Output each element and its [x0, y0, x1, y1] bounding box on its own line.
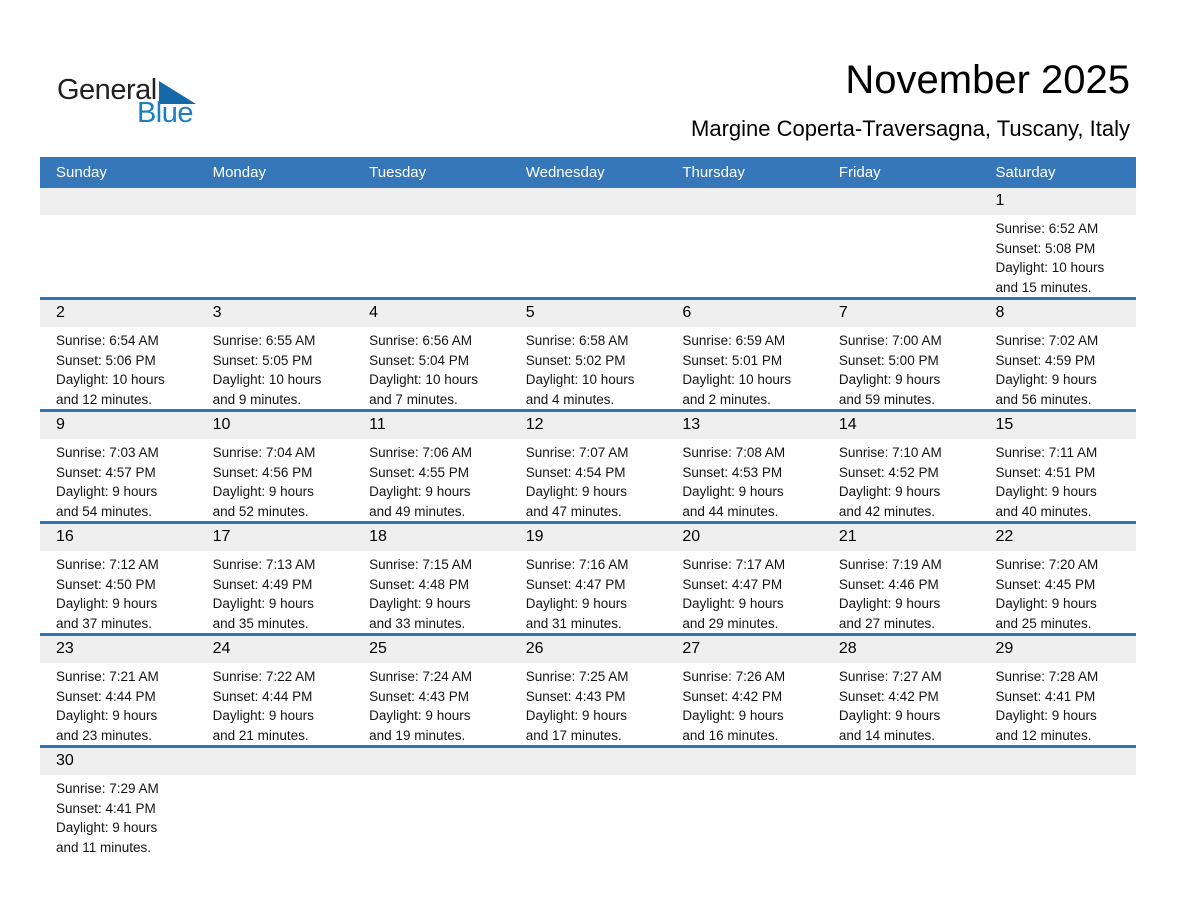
daylight-text-line1: Daylight: 10 hours	[682, 372, 792, 387]
day-number: 8	[995, 304, 1005, 321]
day-number-band	[666, 300, 823, 327]
daylight-text-line2: and 47 minutes.	[525, 503, 622, 519]
sunset-text: Sunset: 4:51 PM	[995, 464, 1096, 480]
sunrise-text: Sunrise: 7:13 AM	[212, 557, 316, 572]
sunrise-text: Sunrise: 6:52 AM	[995, 221, 1099, 236]
day-number-band	[40, 636, 197, 663]
sunrise-text: Sunrise: 7:29 AM	[56, 781, 159, 796]
day-details	[979, 663, 1136, 745]
day-number-band	[510, 636, 667, 663]
sunrise-text: Sunrise: 6:56 AM	[369, 333, 472, 348]
sunset-text: Sunset: 4:59 PM	[995, 352, 1096, 368]
day-details	[197, 327, 354, 409]
weekday-header-friday: Friday	[838, 164, 881, 181]
day-details	[40, 775, 197, 857]
empty-day-cell	[40, 188, 197, 297]
day-cell-3	[197, 300, 354, 409]
day-details	[823, 327, 980, 409]
sunset-text: Sunset: 4:47 PM	[525, 576, 626, 592]
day-number-band	[353, 524, 510, 551]
daylight-text-line2: and 40 minutes.	[995, 503, 1092, 519]
sunset-text: Sunset: 4:47 PM	[682, 576, 783, 592]
daylight-text-line2: and 44 minutes.	[682, 503, 779, 519]
day-number: 1	[995, 192, 1005, 209]
daylight-text-line2: and 9 minutes.	[212, 391, 302, 407]
sunset-text: Sunset: 4:52 PM	[838, 464, 939, 480]
daylight-text-line1: Daylight: 9 hours	[525, 708, 628, 723]
sunset-text: Sunset: 4:49 PM	[212, 576, 313, 592]
empty-day-cell	[510, 748, 667, 857]
day-details	[666, 439, 823, 521]
sunset-text: Sunset: 5:02 PM	[525, 352, 626, 368]
sunset-text: Sunset: 4:43 PM	[369, 688, 469, 704]
daylight-text-line2: and 15 minutes.	[995, 279, 1092, 295]
sunrise-text: Sunrise: 7:25 AM	[525, 669, 629, 684]
calendar-weeks	[40, 188, 1136, 857]
day-number: 25	[369, 640, 387, 657]
day-number-band	[353, 412, 510, 439]
day-cell-8	[979, 300, 1136, 409]
daylight-text-line1: Daylight: 9 hours	[56, 484, 158, 499]
sunset-text: Sunset: 4:48 PM	[369, 576, 469, 592]
day-number-band	[40, 412, 197, 439]
sunset-text: Sunset: 4:46 PM	[838, 576, 939, 592]
day-number-band	[353, 636, 510, 663]
day-number: 11	[369, 416, 386, 433]
day-cell-13	[666, 412, 823, 521]
daylight-text-line2: and 29 minutes.	[682, 615, 779, 631]
day-number-band	[823, 748, 980, 775]
day-number: 30	[56, 752, 74, 769]
daylight-text-line1: Daylight: 9 hours	[682, 484, 784, 499]
sunrise-text: Sunrise: 7:02 AM	[995, 333, 1099, 348]
sunset-text: Sunset: 5:01 PM	[682, 352, 783, 368]
daylight-text-line1: Daylight: 9 hours	[682, 596, 784, 611]
daylight-text-line1: Daylight: 10 hours	[995, 260, 1105, 275]
day-details	[510, 327, 667, 409]
sunrise-text: Sunrise: 6:55 AM	[212, 333, 316, 348]
day-cell-18	[353, 524, 510, 633]
day-details	[979, 215, 1136, 297]
weekday-header-thursday: Thursday	[682, 164, 745, 181]
daylight-text-line2: and 56 minutes.	[995, 391, 1092, 407]
day-number-band	[666, 748, 823, 775]
weekday-header-wednesday: Wednesday	[525, 164, 605, 181]
sunrise-text: Sunrise: 7:22 AM	[212, 669, 316, 684]
day-cell-4	[353, 300, 510, 409]
sunset-text: Sunset: 4:57 PM	[56, 464, 156, 480]
day-number-band	[823, 636, 980, 663]
daylight-text-line1: Daylight: 9 hours	[838, 484, 941, 499]
sunrise-text: Sunrise: 7:21 AM	[56, 669, 159, 684]
day-number: 2	[56, 304, 65, 321]
daylight-text-line1: Daylight: 9 hours	[369, 484, 471, 499]
daylight-text-line2: and 12 minutes.	[56, 391, 153, 407]
day-details	[510, 551, 667, 633]
sunset-text: Sunset: 4:56 PM	[212, 464, 313, 480]
daylight-text-line2: and 7 minutes.	[369, 391, 458, 407]
day-number: 6	[682, 304, 692, 321]
sunrise-text: Sunrise: 7:11 AM	[995, 445, 1098, 460]
daylight-text-line1: Daylight: 9 hours	[995, 372, 1097, 387]
day-number: 26	[525, 640, 544, 657]
day-cell-7	[823, 300, 980, 409]
sunset-text: Sunset: 4:42 PM	[838, 688, 939, 704]
daylight-text-line2: and 33 minutes.	[369, 615, 466, 631]
daylight-text-line2: and 49 minutes.	[369, 503, 466, 519]
sunset-text: Sunset: 4:53 PM	[682, 464, 783, 480]
daylight-text-line2: and 23 minutes.	[56, 727, 153, 743]
day-number-band	[979, 748, 1136, 775]
daylight-text-line1: Daylight: 9 hours	[369, 596, 471, 611]
daylight-text-line2: and 37 minutes.	[56, 615, 153, 631]
day-details	[510, 439, 667, 521]
day-details	[666, 663, 823, 745]
sunset-text: Sunset: 5:08 PM	[995, 240, 1096, 256]
day-number: 15	[995, 416, 1014, 433]
day-number-band	[197, 636, 354, 663]
sunset-text: Sunset: 4:41 PM	[995, 688, 1096, 704]
sunrise-text: Sunrise: 7:15 AM	[369, 557, 472, 572]
day-cell-2	[40, 300, 197, 409]
sunrise-text: Sunrise: 6:54 AM	[56, 333, 159, 348]
day-number-band	[979, 188, 1136, 215]
day-details	[353, 327, 510, 409]
empty-day-cell	[197, 188, 354, 297]
empty-day-cell	[666, 188, 823, 297]
day-number: 22	[995, 528, 1014, 545]
day-cell-19	[510, 524, 667, 633]
day-number: 28	[838, 640, 857, 657]
day-number-band	[197, 300, 354, 327]
day-number: 5	[525, 304, 535, 321]
daylight-text-line2: and 14 minutes.	[838, 727, 935, 743]
page-subtitle: Margine Coperta-Traversagna, Tuscany, Italy	[691, 116, 1130, 141]
weekday-header-sunday: Sunday	[56, 164, 107, 181]
daylight-text-line1: Daylight: 9 hours	[212, 708, 314, 723]
daylight-text-line1: Daylight: 9 hours	[212, 596, 314, 611]
empty-day-cell	[353, 188, 510, 297]
day-number-band	[353, 300, 510, 327]
day-number-band	[40, 524, 197, 551]
day-number: 9	[56, 416, 65, 433]
sunset-text: Sunset: 4:43 PM	[525, 688, 626, 704]
day-number: 14	[838, 416, 857, 433]
daylight-text-line2: and 25 minutes.	[995, 615, 1092, 631]
calendar-week-row	[40, 188, 1136, 297]
day-number: 13	[682, 416, 701, 433]
day-number: 12	[525, 416, 544, 433]
day-number: 20	[682, 528, 701, 545]
sunrise-text: Sunrise: 7:08 AM	[682, 445, 786, 460]
day-number: 23	[56, 640, 74, 657]
day-number-band	[666, 636, 823, 663]
day-number-band	[353, 188, 510, 215]
day-details	[40, 663, 197, 745]
day-cell-25	[353, 636, 510, 745]
page-title: November 2025	[845, 58, 1130, 102]
sunrise-text: Sunrise: 7:03 AM	[56, 445, 159, 460]
day-number: 24	[212, 640, 231, 657]
day-details	[979, 327, 1136, 409]
sunset-text: Sunset: 4:42 PM	[682, 688, 783, 704]
daylight-text-line1: Daylight: 9 hours	[56, 708, 158, 723]
day-number: 16	[56, 528, 74, 545]
daylight-text-line2: and 42 minutes.	[838, 503, 935, 519]
day-cell-16	[40, 524, 197, 633]
day-number-band	[823, 300, 980, 327]
sunrise-text: Sunrise: 7:16 AM	[525, 557, 629, 572]
empty-day-cell	[197, 748, 354, 857]
day-details	[979, 551, 1136, 633]
weekday-header-tuesday: Tuesday	[369, 164, 427, 181]
daylight-text-line2: and 31 minutes.	[525, 615, 622, 631]
empty-day-cell	[666, 748, 823, 857]
daylight-text-line2: and 59 minutes.	[838, 391, 935, 407]
day-cell-6	[666, 300, 823, 409]
daylight-text-line2: and 52 minutes.	[212, 503, 309, 519]
daylight-text-line2: and 17 minutes.	[525, 727, 622, 743]
calendar-week-row	[40, 745, 1136, 857]
empty-day-cell	[510, 188, 667, 297]
day-number-band	[353, 748, 510, 775]
day-number: 27	[682, 640, 701, 657]
weekday-header-saturday: Saturday	[995, 164, 1056, 181]
day-details	[353, 551, 510, 633]
calendar-table	[40, 157, 1136, 857]
day-details	[197, 663, 354, 745]
daylight-text-line2: and 54 minutes.	[56, 503, 153, 519]
day-details	[197, 551, 354, 633]
day-number-band	[510, 748, 667, 775]
empty-day-cell	[823, 748, 980, 857]
day-number-band	[510, 300, 667, 327]
daylight-text-line2: and 16 minutes.	[682, 727, 779, 743]
day-details	[510, 663, 667, 745]
daylight-text-line2: and 12 minutes.	[995, 727, 1092, 743]
day-cell-26	[510, 636, 667, 745]
sunrise-text: Sunrise: 7:19 AM	[838, 557, 942, 572]
day-number-band	[197, 748, 354, 775]
day-number: 3	[212, 304, 222, 321]
sunrise-text: Sunrise: 7:04 AM	[212, 445, 316, 460]
daylight-text-line1: Daylight: 9 hours	[838, 708, 941, 723]
daylight-text-line1: Daylight: 10 hours	[525, 372, 635, 387]
day-number-band	[510, 412, 667, 439]
daylight-text-line1: Daylight: 9 hours	[56, 820, 158, 835]
day-details	[197, 439, 354, 521]
daylight-text-line1: Daylight: 10 hours	[56, 372, 165, 387]
empty-day-cell	[823, 188, 980, 297]
day-cell-1	[979, 188, 1136, 297]
day-number-band	[979, 300, 1136, 327]
day-number-band	[823, 412, 980, 439]
day-cell-5	[510, 300, 667, 409]
weekday-header-monday: Monday	[212, 164, 266, 181]
day-details	[979, 439, 1136, 521]
day-details	[666, 551, 823, 633]
day-number-band	[197, 524, 354, 551]
day-details	[353, 439, 510, 521]
day-number-band	[510, 188, 667, 215]
day-number: 21	[838, 528, 857, 545]
day-number-band	[823, 524, 980, 551]
empty-day-cell	[979, 748, 1136, 857]
sunset-text: Sunset: 4:45 PM	[995, 576, 1096, 592]
day-details	[823, 663, 980, 745]
day-number-band	[40, 748, 197, 775]
day-details	[353, 663, 510, 745]
daylight-text-line1: Daylight: 9 hours	[212, 484, 314, 499]
day-details	[823, 439, 980, 521]
daylight-text-line2: and 11 minutes.	[56, 839, 152, 855]
daylight-text-line1: Daylight: 10 hours	[212, 372, 322, 387]
sunrise-text: Sunrise: 7:12 AM	[56, 557, 159, 572]
day-cell-15	[979, 412, 1136, 521]
daylight-text-line2: and 21 minutes.	[212, 727, 309, 743]
daylight-text-line1: Daylight: 9 hours	[525, 596, 628, 611]
sunset-text: Sunset: 4:54 PM	[525, 464, 626, 480]
day-details	[40, 439, 197, 521]
day-number: 19	[525, 528, 544, 545]
day-cell-27	[666, 636, 823, 745]
sunrise-text: Sunrise: 7:27 AM	[838, 669, 942, 684]
sunrise-text: Sunrise: 7:06 AM	[369, 445, 472, 460]
sunrise-text: Sunrise: 7:24 AM	[369, 669, 472, 684]
sunset-text: Sunset: 5:04 PM	[369, 352, 469, 368]
logo-text-blue: Blue	[136, 97, 193, 129]
daylight-text-line2: and 4 minutes.	[525, 391, 615, 407]
calendar-week-row	[40, 297, 1136, 409]
calendar-week-row	[40, 633, 1136, 745]
day-cell-20	[666, 524, 823, 633]
day-cell-10	[197, 412, 354, 521]
daylight-text-line1: Daylight: 9 hours	[838, 372, 941, 387]
day-number: 7	[838, 304, 848, 321]
day-details	[666, 327, 823, 409]
day-cell-30	[40, 748, 197, 857]
daylight-text-line2: and 35 minutes.	[212, 615, 309, 631]
day-number: 10	[212, 416, 231, 433]
daylight-text-line2: and 27 minutes.	[838, 615, 935, 631]
calendar-week-row	[40, 521, 1136, 633]
daylight-text-line1: Daylight: 9 hours	[995, 708, 1097, 723]
day-number: 4	[369, 304, 379, 321]
day-cell-24	[197, 636, 354, 745]
sunrise-text: Sunrise: 7:26 AM	[682, 669, 786, 684]
day-details	[40, 327, 197, 409]
sunrise-text: Sunrise: 7:07 AM	[525, 445, 629, 460]
daylight-text-line1: Daylight: 9 hours	[838, 596, 941, 611]
day-number-band	[40, 300, 197, 327]
sunrise-text: Sunrise: 6:58 AM	[525, 333, 629, 348]
daylight-text-line2: and 2 minutes.	[682, 391, 771, 407]
general-blue-logo	[57, 76, 195, 128]
day-number-band	[666, 188, 823, 215]
calendar-week-row	[40, 409, 1136, 521]
sunset-text: Sunset: 5:00 PM	[838, 352, 939, 368]
day-number: 17	[212, 528, 231, 545]
sunset-text: Sunset: 5:05 PM	[212, 352, 313, 368]
day-number-band	[666, 412, 823, 439]
sunset-text: Sunset: 4:41 PM	[56, 800, 156, 816]
day-number-band	[510, 524, 667, 551]
sunset-text: Sunset: 4:55 PM	[369, 464, 469, 480]
day-cell-23	[40, 636, 197, 745]
daylight-text-line2: and 19 minutes.	[369, 727, 466, 743]
day-cell-21	[823, 524, 980, 633]
logo-text-general: General	[57, 74, 157, 106]
weekday-header-row	[40, 157, 1136, 188]
day-number-band	[197, 188, 354, 215]
sunset-text: Sunset: 4:44 PM	[56, 688, 156, 704]
daylight-text-line1: Daylight: 9 hours	[995, 484, 1097, 499]
day-number-band	[979, 524, 1136, 551]
sunrise-text: Sunrise: 7:00 AM	[838, 333, 942, 348]
sunset-text: Sunset: 5:06 PM	[56, 352, 156, 368]
day-cell-17	[197, 524, 354, 633]
day-number-band	[197, 412, 354, 439]
daylight-text-line1: Daylight: 9 hours	[369, 708, 471, 723]
day-cell-22	[979, 524, 1136, 633]
day-details	[823, 551, 980, 633]
sunrise-text: Sunrise: 7:20 AM	[995, 557, 1099, 572]
sunrise-text: Sunrise: 7:28 AM	[995, 669, 1099, 684]
sunrise-text: Sunrise: 6:59 AM	[682, 333, 786, 348]
daylight-text-line1: Daylight: 10 hours	[369, 372, 478, 387]
day-cell-9	[40, 412, 197, 521]
day-number: 29	[995, 640, 1014, 657]
day-cell-28	[823, 636, 980, 745]
day-number-band	[40, 188, 197, 215]
sunrise-text: Sunrise: 7:10 AM	[838, 445, 942, 460]
daylight-text-line1: Daylight: 9 hours	[995, 596, 1097, 611]
day-cell-11	[353, 412, 510, 521]
sunset-text: Sunset: 4:50 PM	[56, 576, 156, 592]
sunset-text: Sunset: 4:44 PM	[212, 688, 313, 704]
sunrise-text: Sunrise: 7:17 AM	[682, 557, 786, 572]
day-number-band	[979, 412, 1136, 439]
day-details	[40, 551, 197, 633]
day-number-band	[979, 636, 1136, 663]
daylight-text-line1: Daylight: 9 hours	[525, 484, 628, 499]
day-cell-14	[823, 412, 980, 521]
daylight-text-line1: Daylight: 9 hours	[682, 708, 784, 723]
day-number-band	[823, 188, 980, 215]
day-cell-12	[510, 412, 667, 521]
day-number-band	[666, 524, 823, 551]
empty-day-cell	[353, 748, 510, 857]
daylight-text-line1: Daylight: 9 hours	[56, 596, 158, 611]
day-number: 18	[369, 528, 387, 545]
day-cell-29	[979, 636, 1136, 745]
